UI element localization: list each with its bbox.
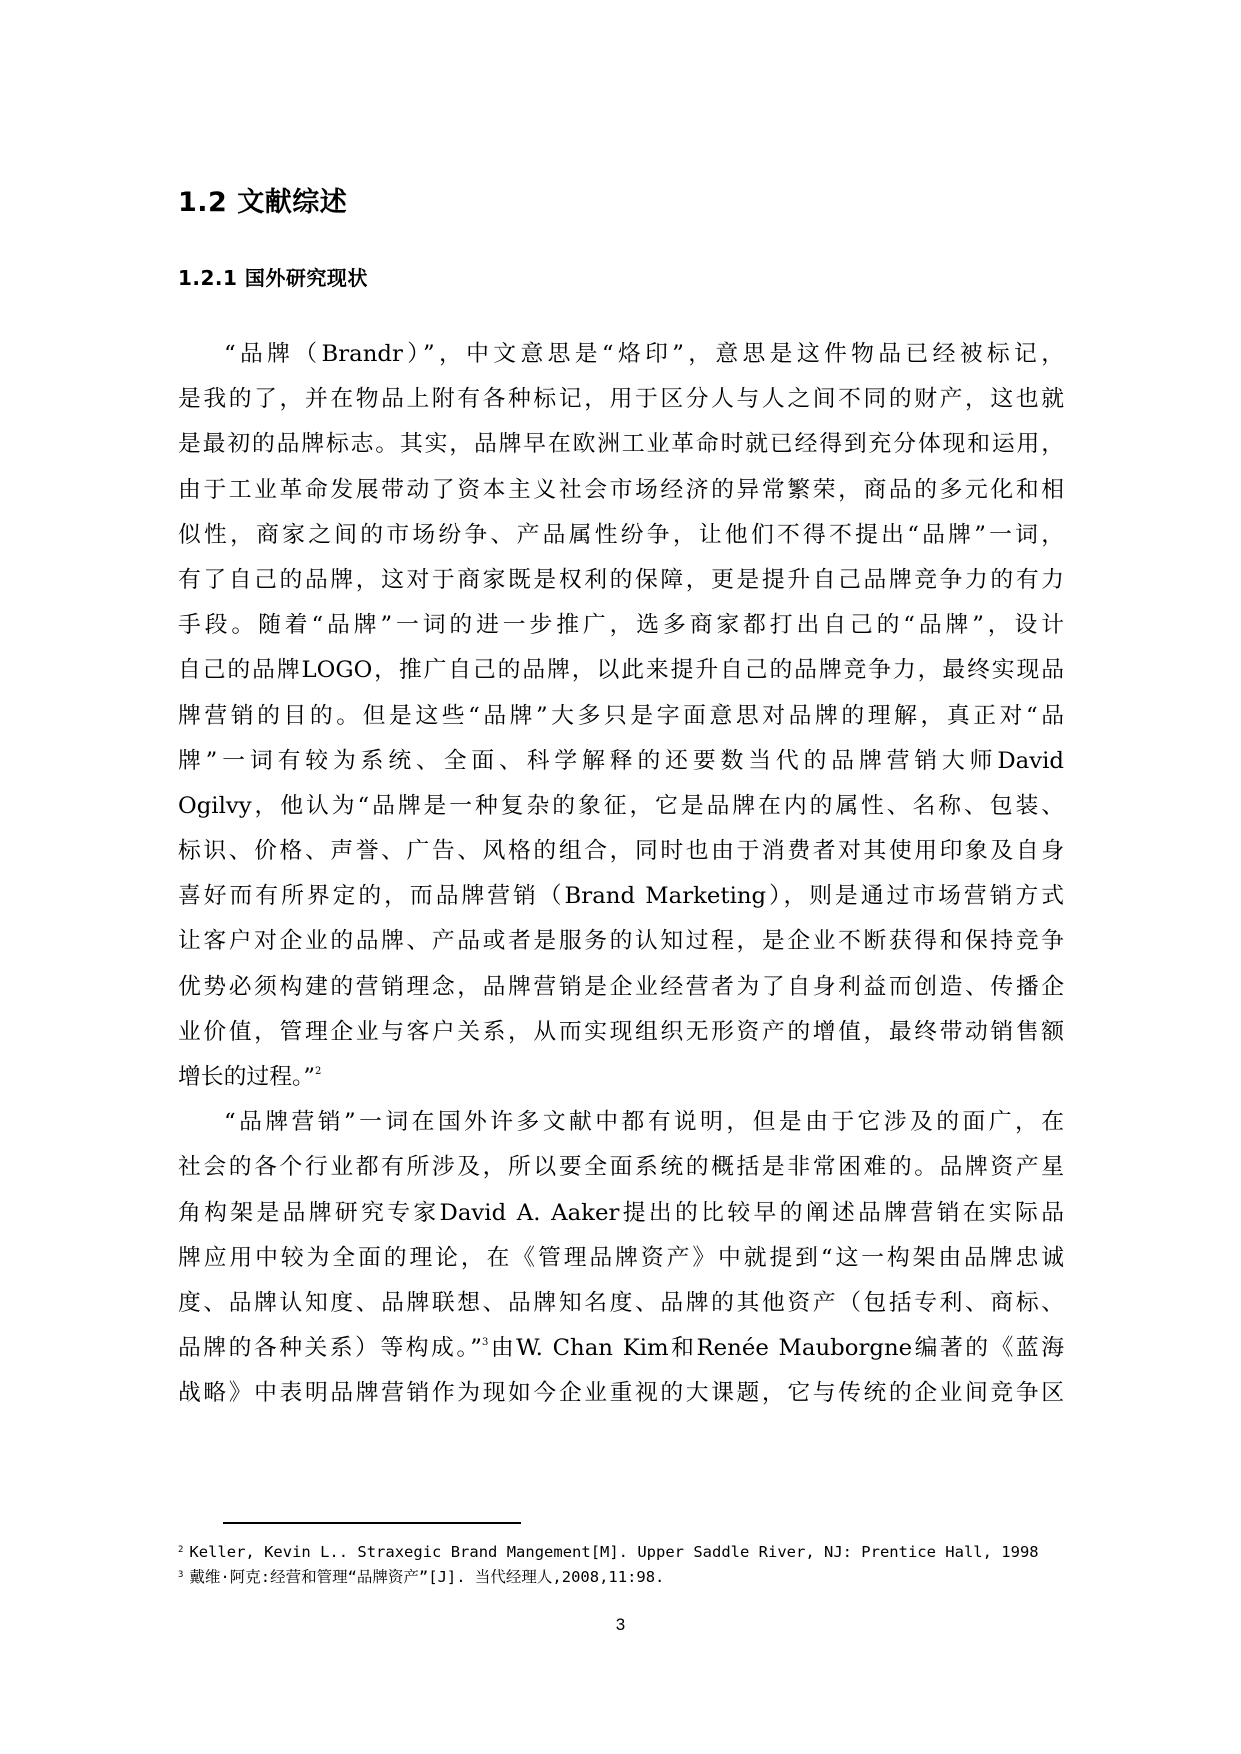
footnote-text: Keller, Kevin L.. Straxegic Brand Mangement[M]. Upper Saddle River, NJ: Prentice Hall, 1998 (189, 1543, 1039, 1561)
text-line: 社会的各个行业都有所涉及，所以要全面系统的概括是非常困难的。品牌资产星 (178, 1154, 1064, 1181)
text-line: 优势必须构建的营销理念，品牌营销是企业经营者为了自身利益而创造、传播企 (178, 973, 1064, 1000)
footnote-reference[interactable]: 2 (315, 1066, 322, 1077)
text-line: 牌营销的目的。但是这些“品牌”大多只是字面意思对品牌的理解，真正对“品 (178, 702, 1064, 729)
footnote-reference[interactable]: 3 (481, 1337, 489, 1349)
section-heading: 1.2 文献综述 (178, 187, 348, 218)
paragraph (178, 1100, 1064, 1416)
text-line: 牌”一词有较为系统、全面、科学解释的还要数当代的品牌营销大师David (178, 747, 1064, 774)
text-line: 让客户对企业的品牌、产品或者是服务的认知过程，是企业不断获得和保持竞争 (178, 928, 1064, 955)
subsection-heading: 1.2.1 国外研究现状 (178, 266, 368, 290)
text-line: 自己的品牌LOGO，推广自己的品牌，以此来提升自己的品牌竞争力，最终实现品 (178, 657, 1064, 684)
text-line: 似性，商家之间的市场纷争、产品属性纷争，让他们不得不提出“品牌”一词， (178, 521, 1064, 548)
text-span: 由W. Chan Kim和Renée Mauborgne编著的《蓝海 (488, 1335, 1064, 1362)
footnotes (178, 1540, 1058, 1590)
footnote-item (178, 1565, 1058, 1590)
text-line (178, 1326, 1064, 1371)
text-line: 业价值，管理企业与客户关系，从而实现组织无形资产的增值，最终带动销售额 (178, 1018, 1064, 1045)
text-span: 品牌的各种关系）等构成。” (178, 1335, 482, 1362)
footnote-text: 戴维·阿克:经营和管理“品牌资产”[J]. 当代经理人,2008,11:98. (189, 1568, 665, 1586)
text-line: “品牌（Brandr）”，中文意思是“烙印”，意思是这件物品已经被标记， (224, 341, 1064, 367)
text-line: “品牌营销”一词在国外许多文献中都有说明，但是由于它涉及的面广，在 (224, 1109, 1064, 1136)
text-line: 战略》中表明品牌营销作为现如今企业重视的大课题，它与传统的企业间竞争区 (178, 1380, 1064, 1407)
page-number: 3 (615, 1615, 626, 1634)
text-line: 是我的了，并在物品上附有各种标记，用于区分人与人之间不同的财产，这也就 (178, 386, 1064, 413)
text-span: 增长的过程。” (178, 1064, 316, 1090)
footnote-mark: 2 (178, 1545, 184, 1555)
text-line: Ogilvy，他认为“品牌是一种复杂的象征，它是品牌在内的属性、名称、包装、 (178, 792, 1064, 819)
text-line: 喜好而有所界定的，而品牌营销（Brand Marketing），则是通过市场营销方式 (178, 883, 1064, 910)
footnote-item (178, 1540, 1058, 1565)
text-line: 标识、价格、声誉、广告、风格的组合，同时也由于消费者对其使用印象及自身 (178, 838, 1064, 865)
text-line: 手段。随着“品牌”一词的进一步推广，选多商家都打出自己的“品牌”，设计 (178, 612, 1064, 639)
text-line: 角构架是品牌研究专家David A. Aaker提出的比较早的阐述品牌营销在实际品 (178, 1199, 1064, 1226)
text-line: 度、品牌认知度、品牌联想、品牌知名度、品牌的其他资产（包括专利、商标、 (178, 1289, 1064, 1316)
footnote-separator (223, 1522, 521, 1524)
paragraph (178, 332, 1064, 1100)
footnote-mark: 3 (178, 1570, 184, 1580)
body-text (178, 332, 1064, 1417)
text-line: 有了自己的品牌，这对于商家既是权利的保障，更是提升自己品牌竞争力的有力 (178, 566, 1064, 593)
text-line: 由于工业革命发展带动了资本主义社会市场经济的异常繁荣，商品的多元化和相 (178, 476, 1064, 503)
text-line: 牌应用中较为全面的理论，在《管理品牌资产》中就提到“这一构架由品牌忠诚 (178, 1244, 1064, 1271)
text-line (178, 1055, 1064, 1100)
text-line: 是最初的品牌标志。其实，品牌早在欧洲工业革命时就已经得到充分体现和运用， (178, 431, 1064, 458)
